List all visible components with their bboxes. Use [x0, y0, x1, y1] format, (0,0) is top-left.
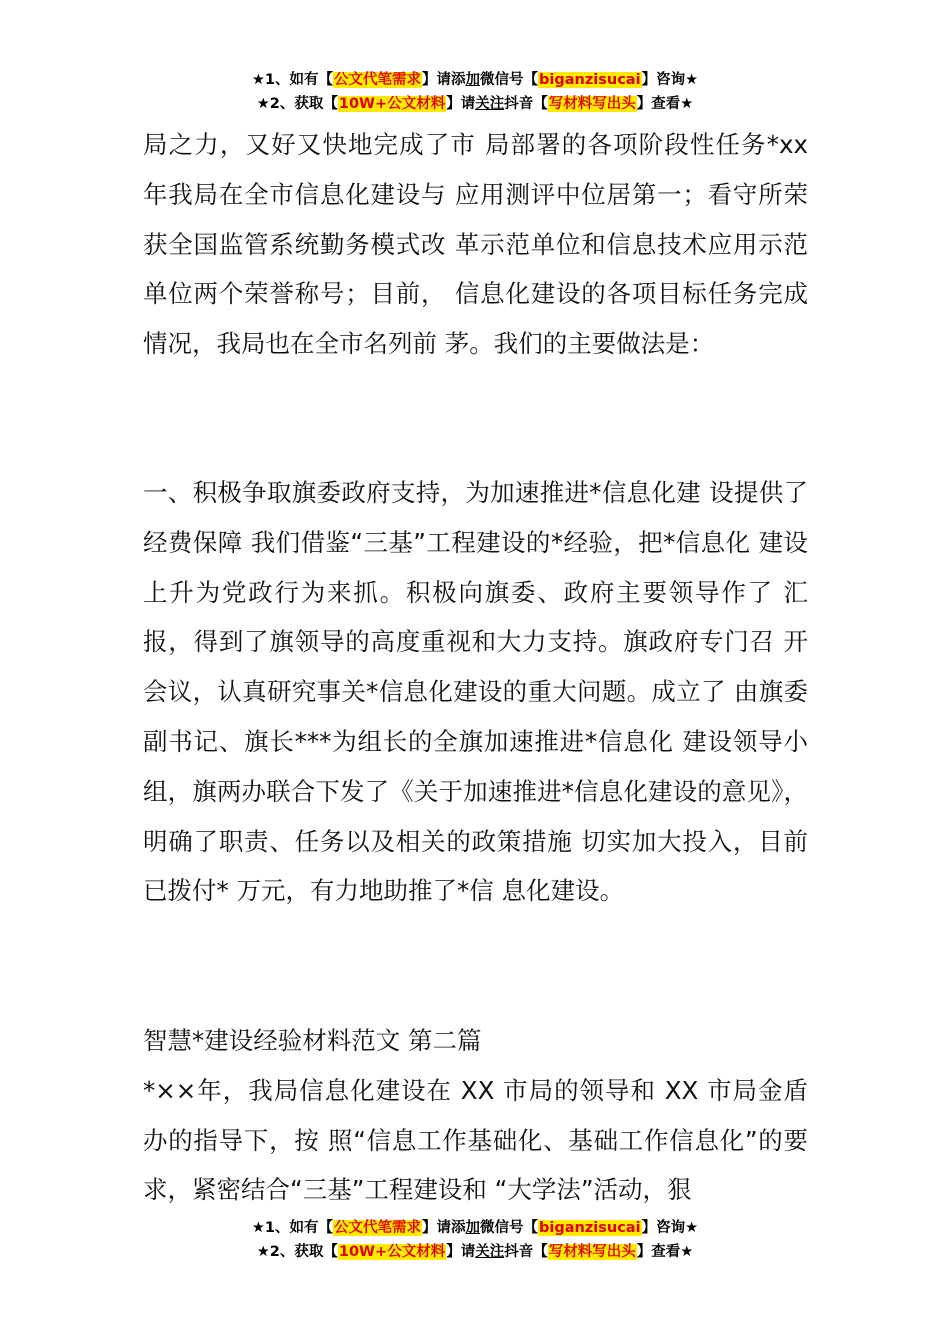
- promo-text: 微信号【: [480, 1220, 539, 1236]
- promo-text: 】请添: [422, 72, 466, 88]
- promo-text: 抖音【: [504, 1244, 548, 1260]
- promo-highlight-wechat-id: biganzisucai: [539, 1220, 641, 1236]
- promo-text: ★2、获取【: [256, 96, 338, 112]
- promo-text: ★1、如有【: [251, 1220, 334, 1236]
- promo-text: 微信号【: [480, 72, 539, 88]
- promo-text: 】咨询★: [641, 1220, 699, 1236]
- promo-text: 】请: [446, 96, 476, 112]
- promo-text-underlined: 加: [465, 1220, 481, 1236]
- promo-highlight: 10W+公文材料: [338, 96, 446, 112]
- promo-banner-top: [0, 68, 950, 116]
- promo-highlight-douyin-id: 写材料写出头: [548, 1244, 636, 1260]
- promo-text: ★1、如有【: [251, 72, 334, 88]
- promo-highlight: 公文代笔需求: [334, 1220, 422, 1236]
- promo-line-1: [0, 68, 950, 92]
- promo-text: 】查看★: [636, 1244, 694, 1260]
- promo-text: 】请: [446, 1244, 476, 1260]
- document-body-block-3: [143, 1016, 808, 1215]
- document-body-block-2: [143, 468, 808, 916]
- promo-highlight: 10W+公文材料: [338, 1244, 446, 1260]
- promo-line-2: [0, 1240, 950, 1264]
- promo-highlight-wechat-id: biganzisucai: [539, 72, 641, 88]
- section-heading: 智慧*建设经验材料范文 第二篇: [143, 1026, 482, 1055]
- promo-text: 】查看★: [636, 96, 694, 112]
- promo-text-underlined: 加: [465, 72, 481, 88]
- promo-text-underlined: 关注: [475, 1244, 505, 1260]
- promo-text: 】咨询★: [641, 72, 699, 88]
- promo-highlight: 公文代笔需求: [334, 72, 422, 88]
- paragraph-section-one: 一、积极争取旗委政府支持，为加速推进*信息化建 设提供了经费保障 我们借鉴“三基”工程建设的*经验，把*信息化 建设上升为党政行为来抓。积极向旗委、政府主要领导作了 汇报，得到了旗领导的高度重视和大力支持。旗政府专门召 开会议，认真研究事关*信息化建设的重大问题。成立了 由旗委副书记、旗长***为组长的全旗加速推进*信息化 建设领导小组，旗两办联合下发了《关于加速推进*信息化建设的意见》，明确了职责、任务以及相关的政策措施 切实加大投入，目前已拨付* 万元，有力地助推了*信 息化建设。: [143, 478, 808, 906]
- paragraph-achievements: 局之力，又好又快地完成了市 局部署的各项阶段性任务*xx 年我局在全市信息化建设与 应用测评中位居第一；看守所荣获全国监管系统勤务模式改 革示范单位和信息技术应用示范单位两个荣誉称号；目前， 信息化建设的各项目标任务完成情况，我局也在全市名列前 茅。我们的主要做法是：: [143, 130, 808, 359]
- promo-highlight-douyin-id: 写材料写出头: [548, 96, 636, 112]
- document-body-block-1: [143, 120, 808, 369]
- promo-text: ★2、获取【: [256, 1244, 338, 1260]
- promo-banner-bottom: [0, 1216, 950, 1264]
- promo-text: 抖音【: [504, 96, 548, 112]
- paragraph-second-article: *××年，我局信息化建设在 XX 市局的领导和 XX 市局金盾办的指导下，按 照“信息工作基础化、基础工作信息化”的要求，紧密结合“三基”工程建设和 “大学法”活动，狠: [143, 1075, 808, 1205]
- promo-text: 】请添: [422, 1220, 466, 1236]
- promo-line-1: [0, 1216, 950, 1240]
- promo-text-underlined: 关注: [475, 96, 505, 112]
- promo-line-2: [0, 92, 950, 116]
